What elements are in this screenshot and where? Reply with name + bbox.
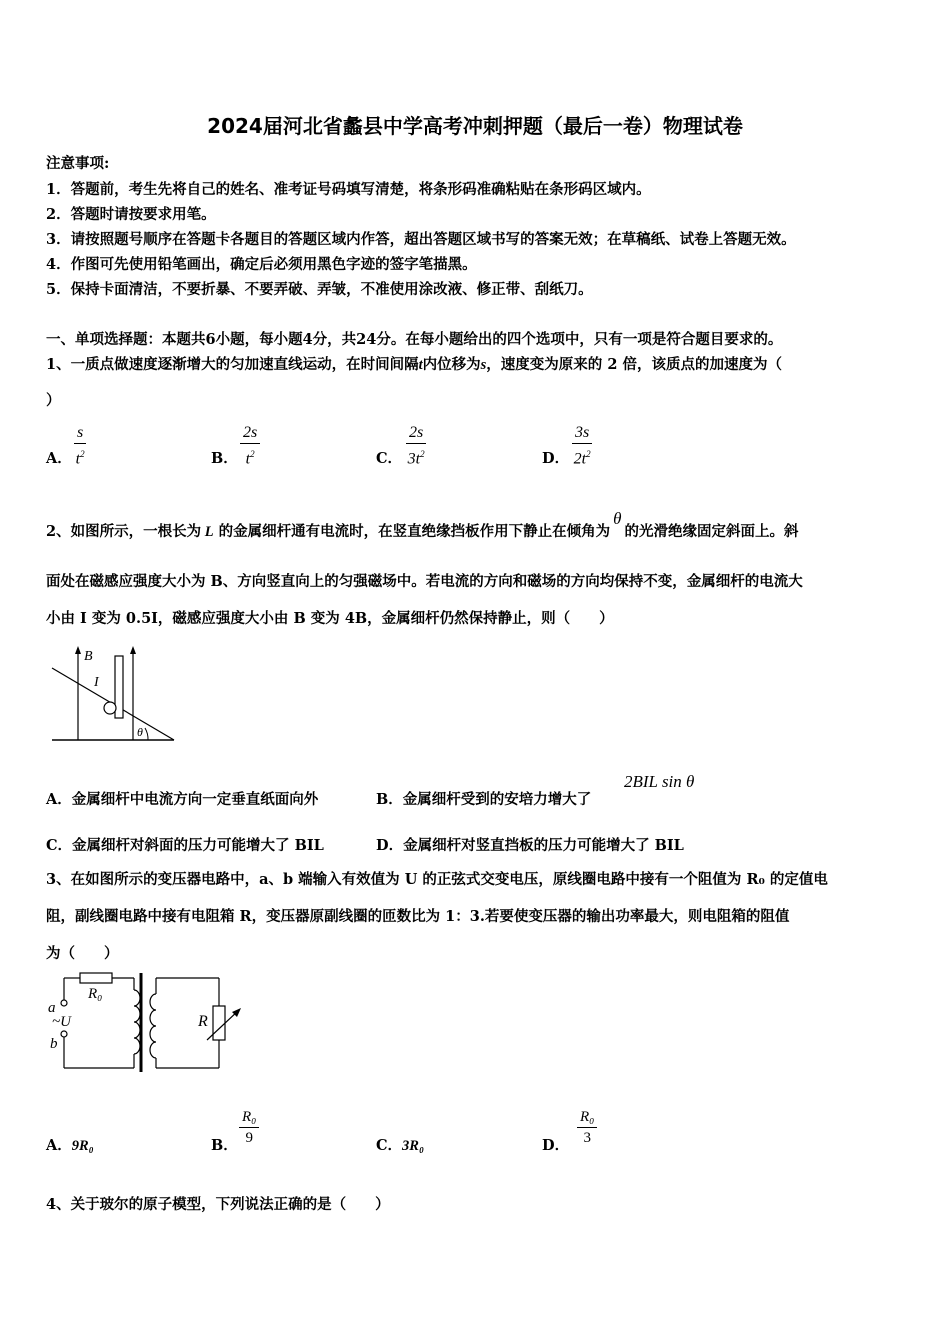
- q1-option-b-label[interactable]: B．: [211, 450, 238, 467]
- question-4-stem: 4、关于玻尔的原子模型，下列说法正确的是（ ）: [46, 1196, 390, 1213]
- q3-option-d-fraction: $\frac{\text{R₀}}{3}$: [577, 1107, 597, 1148]
- question-3-line-2: 阻，副线圈电路中接有电阻箱 R，变压器原副线圈的匝数比为 1：3.若要使变压器的输出功率最大，则电阻箱的阻值: [46, 908, 790, 925]
- page-title: 2024届河北省蠡县中学高考冲刺押题（最后一卷）物理试卷: [207, 114, 743, 138]
- label-U: ~U: [52, 1014, 71, 1030]
- q3-option-b-fraction: $\frac{\text{R₀}}{9}$: [239, 1107, 259, 1148]
- field-arrow-right: [130, 646, 136, 654]
- resistor-box-R: [213, 1006, 225, 1040]
- secondary-coil: [150, 994, 156, 1058]
- q2-option-d[interactable]: D．金属细杆对竖直挡板的压力可能增大了 BIL: [376, 837, 684, 854]
- question-3-line-3: 为（ ）: [46, 945, 119, 962]
- question-2-line-3: 小由 I 变为 0.5I，磁感应强度大小由 B 变为 4B，金属细杆仍然保持静止，则（ ）: [46, 610, 614, 627]
- resistor-R0: [80, 973, 112, 983]
- q3-option-c[interactable]: C．3R₀: [376, 1137, 425, 1154]
- q2-option-a[interactable]: A．金属细杆中电流方向一定垂直纸面向外: [46, 791, 319, 808]
- field-arrow-left: [75, 646, 81, 654]
- notice-item-4: 4．作图可先使用铅笔画出，确定后必须用黑色字迹的签字笔描黑。: [46, 256, 477, 273]
- q1-option-d-fraction: $\frac{3s}{2t^2}$: [573, 424, 591, 468]
- notice-item-5: 5．保持卡面清洁，不要折暴、不要弄破、弄皱，不准使用涂改液、修正带、刮纸刀。: [46, 281, 593, 298]
- q1-option-c-fraction: $\frac{2s}{3t^2}$: [407, 424, 425, 468]
- q1-option-d-label[interactable]: D．: [542, 450, 570, 467]
- primary-coil: [134, 990, 140, 1054]
- q1-option-b-fraction: $\frac{2s}{t^2}$: [240, 423, 260, 469]
- terminal-a: [61, 1000, 67, 1006]
- rod-cross-section: [104, 702, 116, 714]
- section-heading: 一、单项选择题：本题共6小题，每小题4分，共24分。在每小题给出的四个选项中，只有一项是符合题目要求的。: [46, 331, 783, 348]
- angle-arc: [145, 728, 148, 740]
- q2-option-b-math: 2BIL sin θ: [624, 772, 695, 791]
- label-a: a: [48, 1000, 56, 1016]
- notice-item-1: 1．答题前，考生先将自己的姓名、准考证号码填写清楚，将条形码准确粘贴在条形码区域内。: [46, 181, 651, 198]
- q2-option-c[interactable]: C．金属细杆对斜面的压力可能增大了 BIL: [46, 837, 324, 854]
- terminal-b: [61, 1031, 67, 1037]
- question-2-line-2: 面处在磁感应强度大小为 B、方向竖直向上的匀强磁场中。若电流的方向和磁场的方向均保持不变，金属细杆的电流大: [46, 573, 803, 590]
- label-B: B: [84, 649, 93, 664]
- label-I: I: [94, 675, 99, 690]
- notice-item-2: 2．答题时请按要求用笔。: [46, 206, 216, 223]
- question-1-stem-end: ）: [46, 392, 61, 409]
- q2-incline-figure: [44, 640, 184, 745]
- notice-heading: 注意事项:: [46, 155, 110, 172]
- question-2-line-1: 2、如图所示，一根长为 L 的金属细杆通有电流时，在竖直绝缘挡板作用下静止在倾角为θ的光滑绝缘固定斜面上。斜: [46, 509, 799, 540]
- q1-option-a-fraction: $\frac{s}{t^2}$: [75, 424, 85, 468]
- label-b: b: [50, 1036, 58, 1052]
- q3-transformer-circuit: [44, 968, 249, 1080]
- q3-option-a[interactable]: A．9R₀: [46, 1137, 94, 1154]
- q1-option-a-label[interactable]: A．: [46, 450, 72, 467]
- label-R: R: [198, 1013, 208, 1030]
- q3-option-b-label[interactable]: B．: [211, 1137, 238, 1154]
- notice-item-3: 3．请按照题号顺序在答题卡各题目的答题区域内作答，超出答题区域书写的答案无效；在草稿纸、试卷上答题无效。: [46, 231, 796, 248]
- q2-option-b[interactable]: B．金属细杆受到的安培力增大了: [376, 791, 592, 808]
- question-1-stem: 1、一质点做速度逐渐增大的匀加速直线运动，在时间间隔t内位移为s，速度变为原来的 2 倍，该质点的加速度为（: [46, 356, 782, 373]
- q3-option-d-label[interactable]: D．: [542, 1137, 570, 1154]
- question-3-line-1: 3、在如图所示的变压器电路中，a、b 端输入有效值为 U 的正弦式交变电压，原线圈电路中接有一个阻值为 R₀ 的定值电: [46, 871, 828, 888]
- label-R0: R₀: [88, 986, 103, 1002]
- q1-option-c-label[interactable]: C．: [376, 450, 403, 467]
- label-theta: θ: [137, 725, 143, 739]
